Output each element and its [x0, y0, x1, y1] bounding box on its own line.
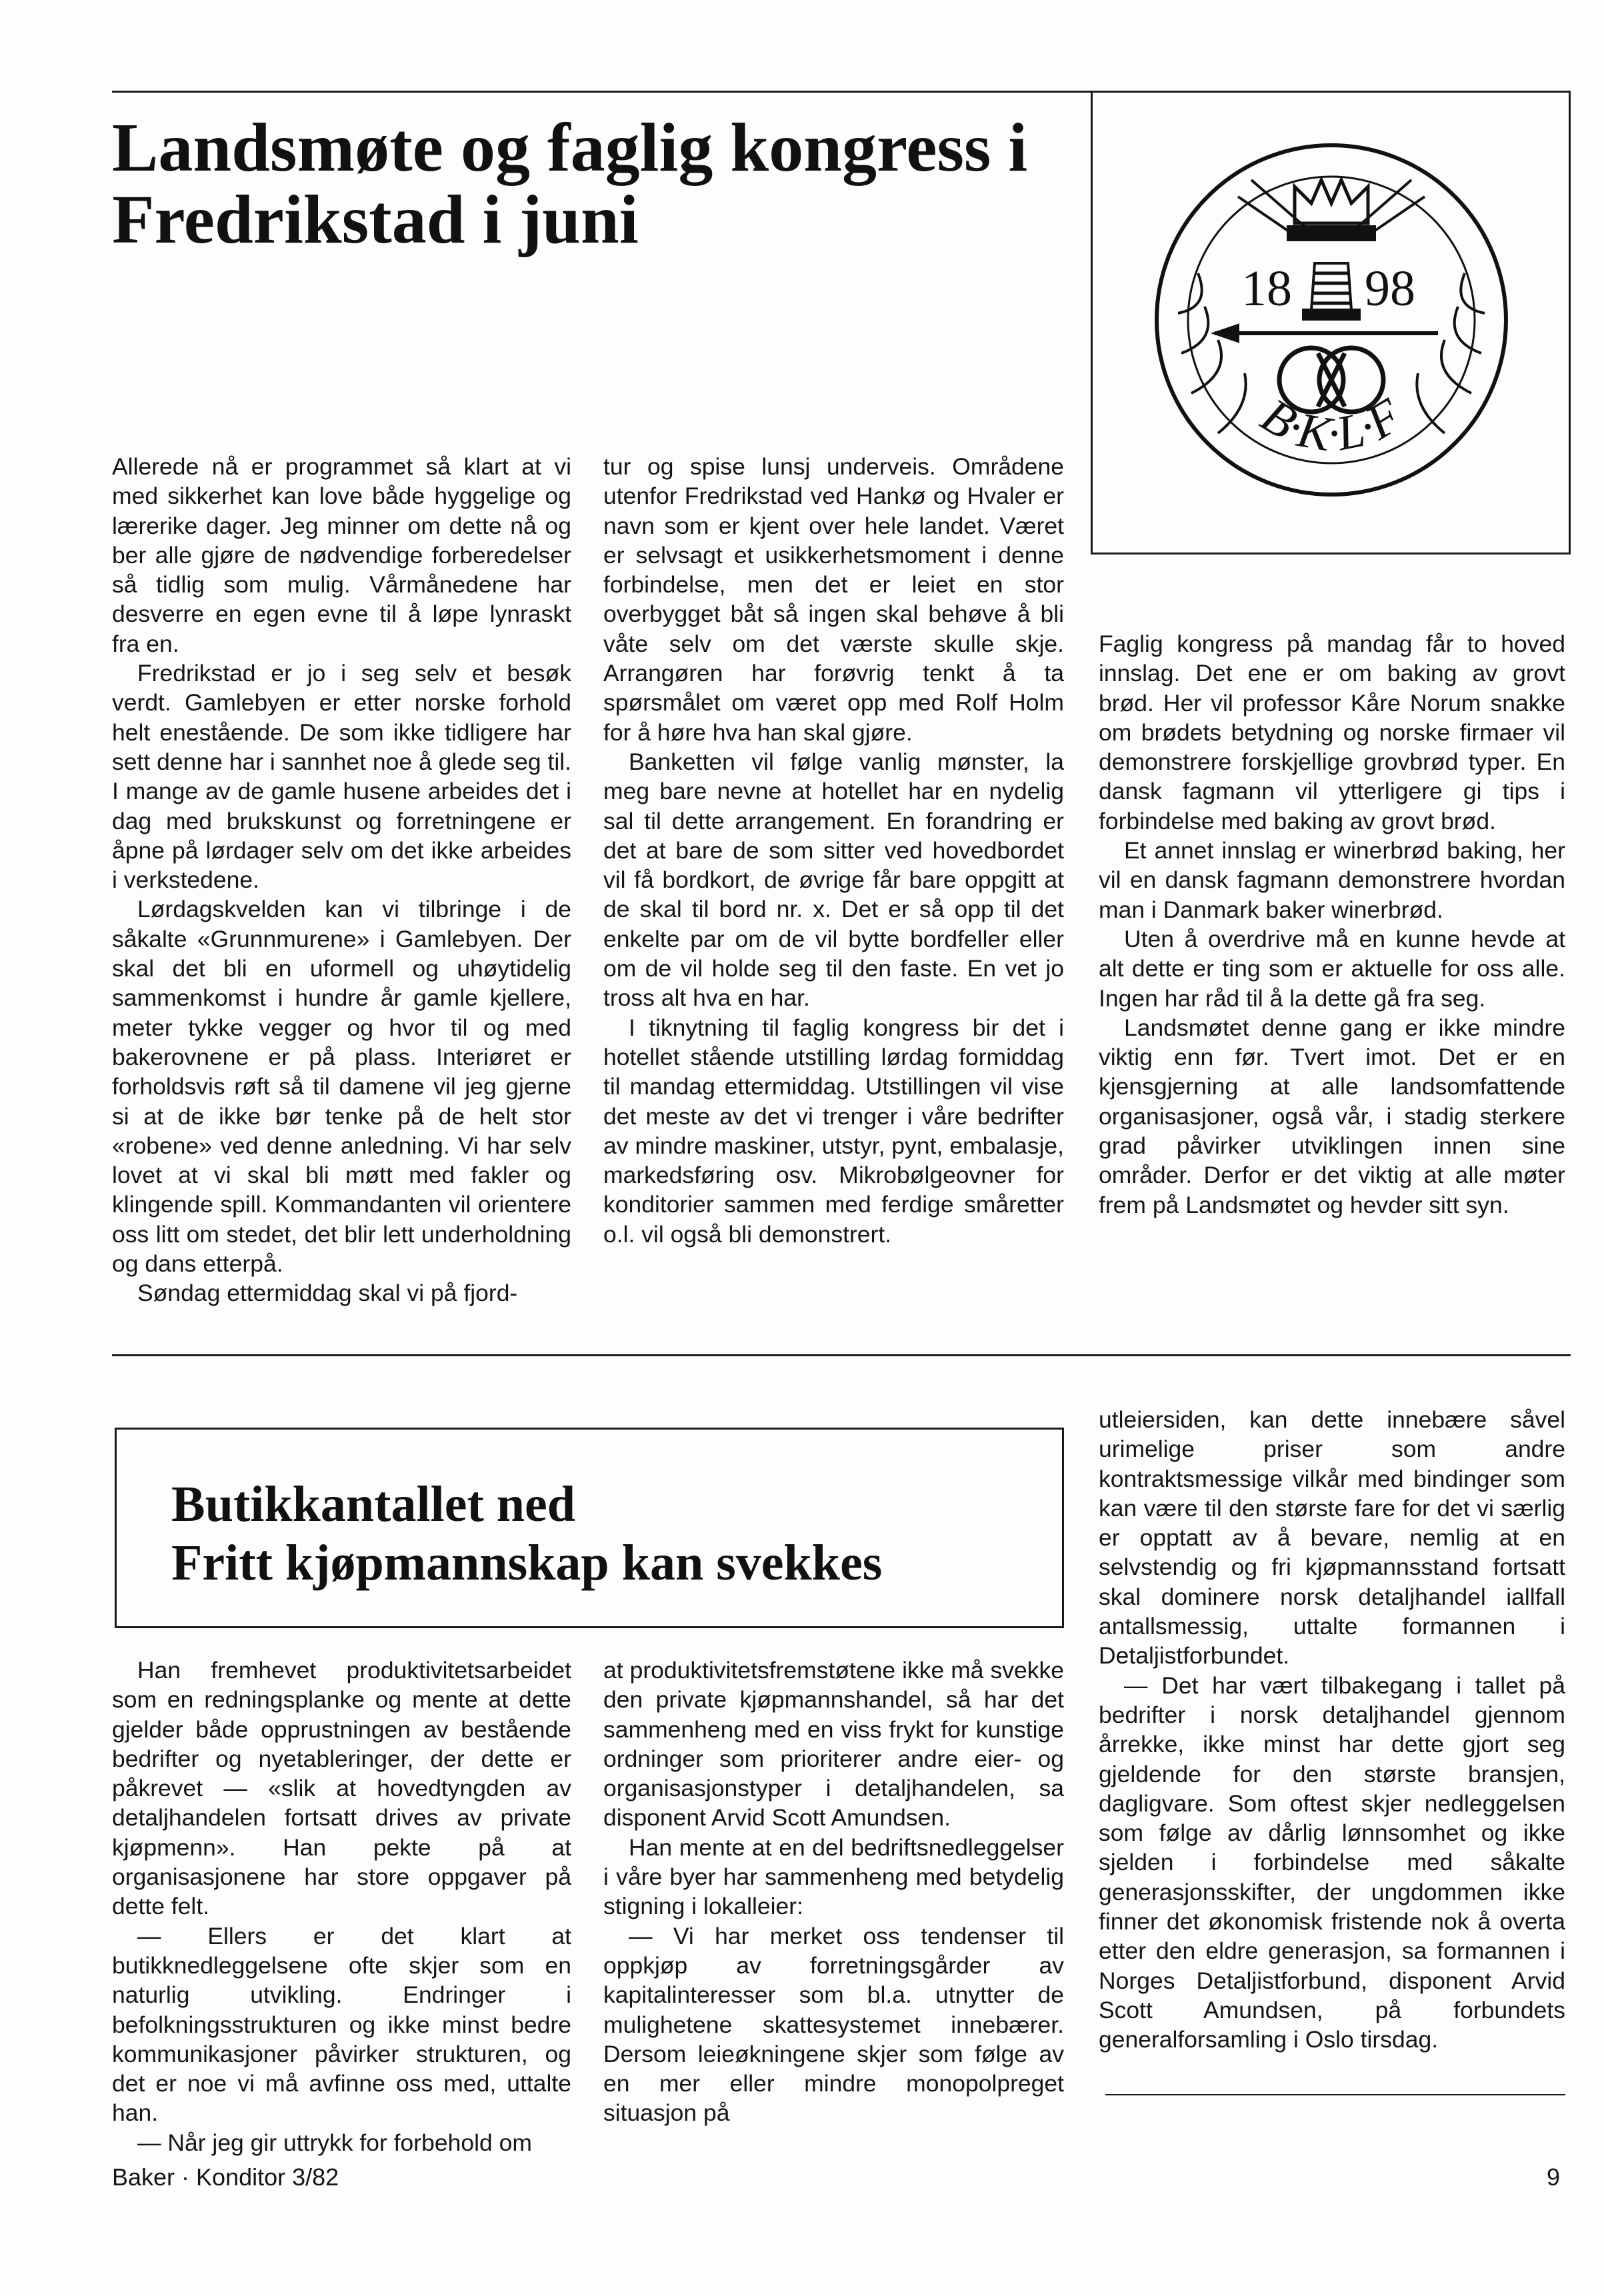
article2-column-1 — [112, 1656, 571, 2157]
column-end-rule — [1105, 2094, 1565, 2095]
paragraph: Fredrikstad er jo i seg selv et besøk verdt. Gamlebyen er etter norske forhold helt enestående. De som ikke tidligere har sett denne har i sannhet noe å glede seg til. I mange av de gamle husene arbeides det i dag med brukskunst og forretningene er åpne på lørdager selv om det ikke arbeides i verkstedene. — [112, 660, 571, 894]
article2-column-3 — [1099, 1405, 1565, 2055]
article-divider — [112, 1354, 1571, 1356]
bklf-emblem — [1151, 140, 1511, 500]
paragraph: Han fremhevet produktivitetsarbeidet som en redningsplanke og mente at dette gjelder både opprustningen av bestående bedrifter og nyetableringer, der dette er påkrevet — «slik at hovedtyngden av detaljhandelen fortsatt drives av private kjøpmenn». Han pekte på at organisasjonene har store oppgaver på dette felt. — [112, 1657, 571, 1920]
paragraph: — Når jeg gir uttrykk for forbehold om — [137, 2129, 532, 2156]
headline-box-bottom-rule — [115, 1626, 1064, 1628]
article2-headline — [171, 1475, 882, 1592]
paragraph: Et annet innslag er winerbrød baking, her vil en dansk fagmann demonstrere hvordan man i Danmark baker winerbrød. — [1099, 837, 1565, 923]
paragraph: Allerede nå er programmet så klart at vi med sikkerhet kan love både hyggelige og lærerike dager. Jeg minner om dette nå og ber alle gjøre de nødvendige forberedelser så tidlig som mulig. Vårmånedene har desverre en egen evne til å løpe lynraskt fra en. — [112, 453, 571, 657]
article2-headline-line-2: Fritt kjøpmannskap kan svekkes — [171, 1535, 883, 1591]
emblem-year-left: 18 — [1241, 261, 1292, 317]
paragraph: Uten å overdrive må en kunne hevde at alt dette er ting som er aktuelle for oss alle. Ingen har råd til å la dette gå fra seg. — [1099, 925, 1565, 1012]
paragraph: Søndag ettermiddag skal vi på fjord- — [137, 1280, 518, 1307]
emblem-year-right: 98 — [1365, 261, 1415, 317]
paragraph: — Vi har merket oss tendenser til oppkjøp av forretningsgårder av kapitalinteresser som bl.a. utnytter de mulighetene skattesystemet innebærer. Dersom leieøkningene skjer som følge av en mer eller mindre monopolpreget situasjon på — [603, 1922, 1064, 2127]
paragraph: — Ellers er det klart at butikknedleggelsene ofte skjer som en naturlig utvikling. Endringer i befolkningsstrukturen og ikke minst bedre kommunikasjoner påvirker strukturen, og det er noe vi må avfinne oss med, uttalte han. — [112, 1922, 571, 2127]
article1-column-3 — [1099, 629, 1565, 1220]
article2-headline-box — [115, 1428, 1064, 1626]
paragraph: at produktivitetsfremstøtene ikke må svekke den private kjøpmannshandel, så har det sammenheng med en viss frykt for kunstige ordninger som prioriterer andre eier- og organisasjonstyper i detaljhandelen, sa disponent Arvid Scott Amundsen. — [603, 1657, 1064, 1831]
footer-page-number: 9 — [1547, 2163, 1561, 2191]
article1-column-1 — [112, 452, 571, 1308]
paragraph: tur og spise lunsj underveis. Områdene utenfor Fredrikstad ved Hankø og Hvaler er navn som er kjent over hele landet. Været er selvsagt et usikkerhetsmoment i denne forbindelse, men det er leiet en stor overbygget båt så ingen skal behøve å bli våte selv om det værste skulle skje. Arrangøren har forøvrig tenkt å ta spørsmålet om været opp med Rolf Holm for å høre hva han skal gjøre. — [603, 453, 1064, 746]
paragraph: Landsmøtet denne gang er ikke mindre viktig enn før. Tvert imot. Det er en kjensgjerning at alle landsomfattende organisasjoner, også vår, i stadig sterkere grad påvirker utviklingen innen sine områder. Derfor er det viktig at alle møter frem på Landsmøtet og hevder sitt syn. — [1099, 1014, 1565, 1218]
paragraph: I tiknytning til faglig kongress bir det i hotellet stående utstilling lørdag formiddag til mandag ettermiddag. Utstillingen vil vise det meste av det vi trenger i våre bedrifter av mindre maskiner, utstyr, pynt, embalasje, markedsføring osv. Mikrobølgeovner for konditorier sammen med ferdige småretter o.l. vil også bli demonstrert. — [603, 1014, 1064, 1248]
paragraph: — Det har vært tilbakegang i tallet på bedrifter i norsk detaljhandel gjennom årrekke, ikke minst har dette gjort seg gjeldende for den største bransjen, dagligvare. Som oftest skjer nedleggelsen som følge av dårlig lønnsomhet og ikke sjelden i forbindelse med såkalte generasjonsskifter, der ungdommen ikke finner det økonomisk fristende nok å overta etter den eldre generasjon, sa formannen i Norges Detaljistforbund, disponent Arvid Scott Amundsen, på forbundets generalforsamling i Oslo tirsdag. — [1099, 1672, 1565, 2053]
article1-headline-line-1: Landsmøte og faglig kongress i — [112, 109, 1028, 186]
article1-headline-line-2: Fredrikstad i juni — [112, 181, 639, 258]
paragraph: Banketten vil følge vanlig mønster, la meg bare nevne at hotellet har en nydelig sal til dette arrangement. En forandring er det at bare de som sitter ved hovedbordet vil få bordkort, de øvrige får bare oppgitt at de skal til bord nr. x. Det er så opp til det enkelte par om de vil bytte bordfeller eller om de vil holde seg til den faste. En vet jo tross alt hva en har. — [603, 748, 1064, 1012]
article1-headline — [112, 109, 1028, 258]
article2-headline-line-1: Butikkantallet ned — [171, 1476, 576, 1532]
paragraph: Lørdagskvelden kan vi tilbringe i de såkalte «Grunnmurene» i Gamlebyen. Der skal det bli en uformell og uhøytidelig sammenkomst i hundre år gamle kjellere, meter tykke vegger og hvor til og med bakerovnene er på plass. Interiøret er forholdsvis røft så til damene vil jeg gjerne si at de ikke bør tenke på de helt stor «robene» ved denne anledning. Vi har selv lovet at vi skal bli møtt med fakler og klingende spill. Kommandanten vil orientere oss litt om stedet, det blir lett underholdning og dans etterpå. — [112, 896, 571, 1278]
logo-box — [1091, 91, 1571, 555]
footer-publication: Baker · Konditor 3/82 — [112, 2163, 339, 2191]
paragraph: Faglig kongress på mandag får to hoved innslag. Det ene er om baking av grovt brød. Her vil professor Kåre Norum snakke om brødets betydning og norske firmaer vil demonstrere forskjellige grovbrød typer. En dansk fagmann vil ytterligere gi tips i forbindelse med baking av grovt brød. — [1099, 630, 1565, 834]
article2-column-2 — [603, 1656, 1064, 2128]
paragraph: utleiersiden, kan dette innebære såvel urimelige priser som andre kontraktsmessige vilkår med bindinger som kan være til den største fare for det vi særlig er opptatt av å bevare, nemlig at en selvstendig og fri kjøpmannsstand fortsatt skal dominere norsk detaljhandel iallfall antallsmessig, uttalte formannen i Detaljistforbundet. — [1099, 1406, 1565, 1670]
article1-column-2 — [603, 452, 1064, 1249]
emblem-initials: B·K·L·F — [1251, 388, 1411, 463]
paragraph: Han mente at en del bedriftsnedleggelser i våre byer har sammenheng med betydelig stigning i lokalleier: — [603, 1833, 1064, 1920]
